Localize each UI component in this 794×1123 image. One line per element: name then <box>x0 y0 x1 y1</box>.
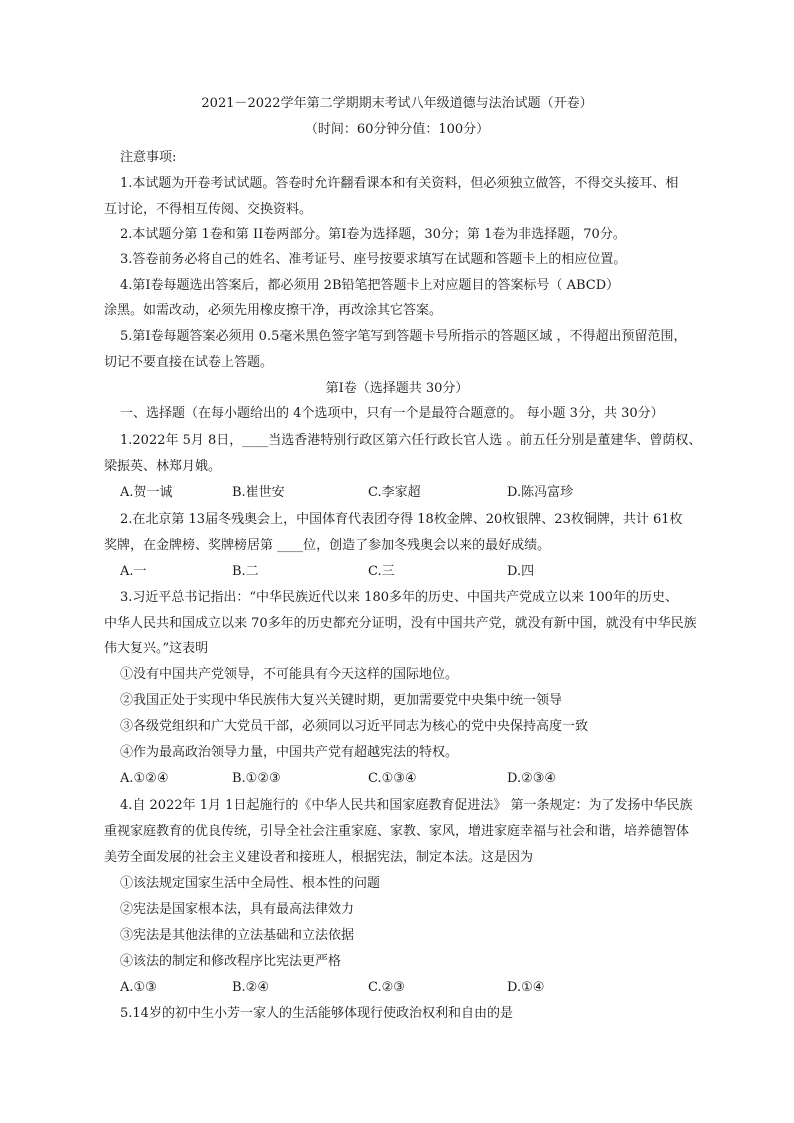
question-4-statement-4: ④该法的制定和修改程序比宪法更严格 <box>120 954 342 969</box>
question-3-line-3: 伟大复兴。”这表明 <box>104 641 209 656</box>
question-5-line-1: 5.14岁的初中生小芳一家人的生活能够体现行使政治权利和自由的是 <box>120 1006 513 1021</box>
section-title: 第Ⅰ卷（选择题共 30分） <box>325 381 469 396</box>
question-2-option-c: C.三 <box>368 564 395 579</box>
question-3-option-c: C.①③④ <box>368 771 417 786</box>
question-4-option-d: D.①④ <box>507 980 545 995</box>
section-instructions: 一、选择题（在每小题给出的 4个选项中，只有一个是最符合题意的。 每小题 3分，共 30分） <box>120 406 664 421</box>
note-4-line-1: 4.第Ⅰ卷每题选出答案后，都必须用 2B铅笔把答题卡上对应题目的答案标号（ ABCD） <box>120 278 620 293</box>
note-3: 3.答卷前务必将自己的姓名、准考证号、座号按要求填写在试题和答题卡上的相应位置。 <box>120 252 627 267</box>
question-3-statement-1: ①没有中国共产党领导，不可能具有今天这样的国际地位。 <box>120 667 459 682</box>
question-4-statement-3: ③宪法是其他法律的立法基础和立法依据 <box>120 928 355 943</box>
question-4-option-a: A.①③ <box>120 980 157 995</box>
question-3-statement-3: ③各级党组织和广大党员干部，必须同以习近平同志为核心的党中央保持高度一致 <box>120 719 589 734</box>
question-3-line-1: 3.习近平总书记指出：“中华民族近代以来 180多年的历史、中国共产党成立以来 100年的历史、 <box>120 590 678 605</box>
question-4-statement-2: ②宪法是国家根本法，具有最高法律效力 <box>120 902 355 917</box>
question-2-line-2: 奖牌，在金牌榜、奖牌榜居第 ____位，创造了参加冬残奥会以来的最好成绩。 <box>104 538 551 553</box>
question-2-option-d: D.四 <box>507 564 535 579</box>
question-3-statement-2: ②我国正处于实现中华民族伟大复兴关键时期，更加需要党中央集中统一领导 <box>120 693 563 708</box>
question-4-line-2: 重视家庭教育的优良传统，引导全社会注重家庭、家教、家风，增进家庭幸福与社会和谐，培养德智体 <box>104 824 690 839</box>
note-1-line-2: 互讨论，不得相互传阅、交换资料。 <box>104 202 313 217</box>
question-3-statement-4: ④作为最高政治领导力量，中国共产党有超越宪法的特权。 <box>120 745 459 760</box>
note-2: 2.本试题分第 1卷和第 II卷两部分。第Ⅰ卷为选择题，30分；第 1卷为非选择题，70分。 <box>120 227 626 242</box>
question-4-option-b: B.②④ <box>232 980 269 995</box>
question-3-option-d: D.②③④ <box>507 771 557 786</box>
question-1-option-d: D.陈冯富珍 <box>507 485 574 500</box>
question-1-line-1: 1.2022年 5月 8日，____当选香港特别行政区第六任行政长官人选 。前五任分别是董建华、曾荫权、 <box>120 433 702 448</box>
question-2-line-1: 2.在北京第 13届冬残奥会上，中国体育代表团夺得 18枚金牌、20枚银牌、23枚铜牌，共计 61枚 <box>120 512 683 527</box>
question-4-line-1: 4.自 2022年 1月 1日起施行的《中华人民共和国家庭教育促进法》 第一条规定：为了发扬中华民族 <box>120 798 693 813</box>
question-1-option-b: B.崔世安 <box>232 485 285 500</box>
question-3-option-a: A.①②④ <box>120 771 169 786</box>
question-1-line-2: 梁振英、林郑月娥。 <box>104 459 222 474</box>
note-4-line-2: 涂黑。如需改动，必须先用橡皮擦干净，再改涂其它答案。 <box>104 303 443 318</box>
question-1-option-c: C.李家超 <box>368 485 421 500</box>
note-5-line-2: 切记不要直接在试卷上答题。 <box>104 355 274 370</box>
question-2-option-b: B.二 <box>232 564 259 579</box>
question-4-line-3: 美劳全面发展的社会主义建设者和接班人，根据宪法，制定本法。这是因为 <box>104 850 534 865</box>
question-3-line-2: 中华人民共和国成立以来 70多年的历史都充分证明，没有中国共产党，就没有新中国，就没有中华民族 <box>104 616 697 631</box>
note-1-line-1: 1.本试题为开卷考试试题。答卷时允许翻看课本和有关资料，但必须独立做答，不得交头接耳、相 <box>120 176 679 191</box>
question-4-statement-1: ①该法规定国家生活中全局性、根本性的问题 <box>120 876 381 891</box>
notes-heading: 注意事项: <box>120 150 177 165</box>
question-2-option-a: A.一 <box>120 564 147 579</box>
question-1-option-a: A.贺一诚 <box>120 485 173 500</box>
question-4-option-c: C.②③ <box>368 980 405 995</box>
exam-subtitle: （时间：60分钟分值：100分） <box>304 122 490 137</box>
question-3-option-b: B.①②③ <box>232 771 281 786</box>
note-5-line-1: 5.第Ⅰ卷每题答案必须用 0.5毫米黑色签字笔写到答题卡号所指示的答题区域 ，不得超出预留范围， <box>120 329 687 344</box>
exam-title: 2021－2022学年第二学期期末考试八年级道德与法治试题（开卷） <box>201 96 593 111</box>
